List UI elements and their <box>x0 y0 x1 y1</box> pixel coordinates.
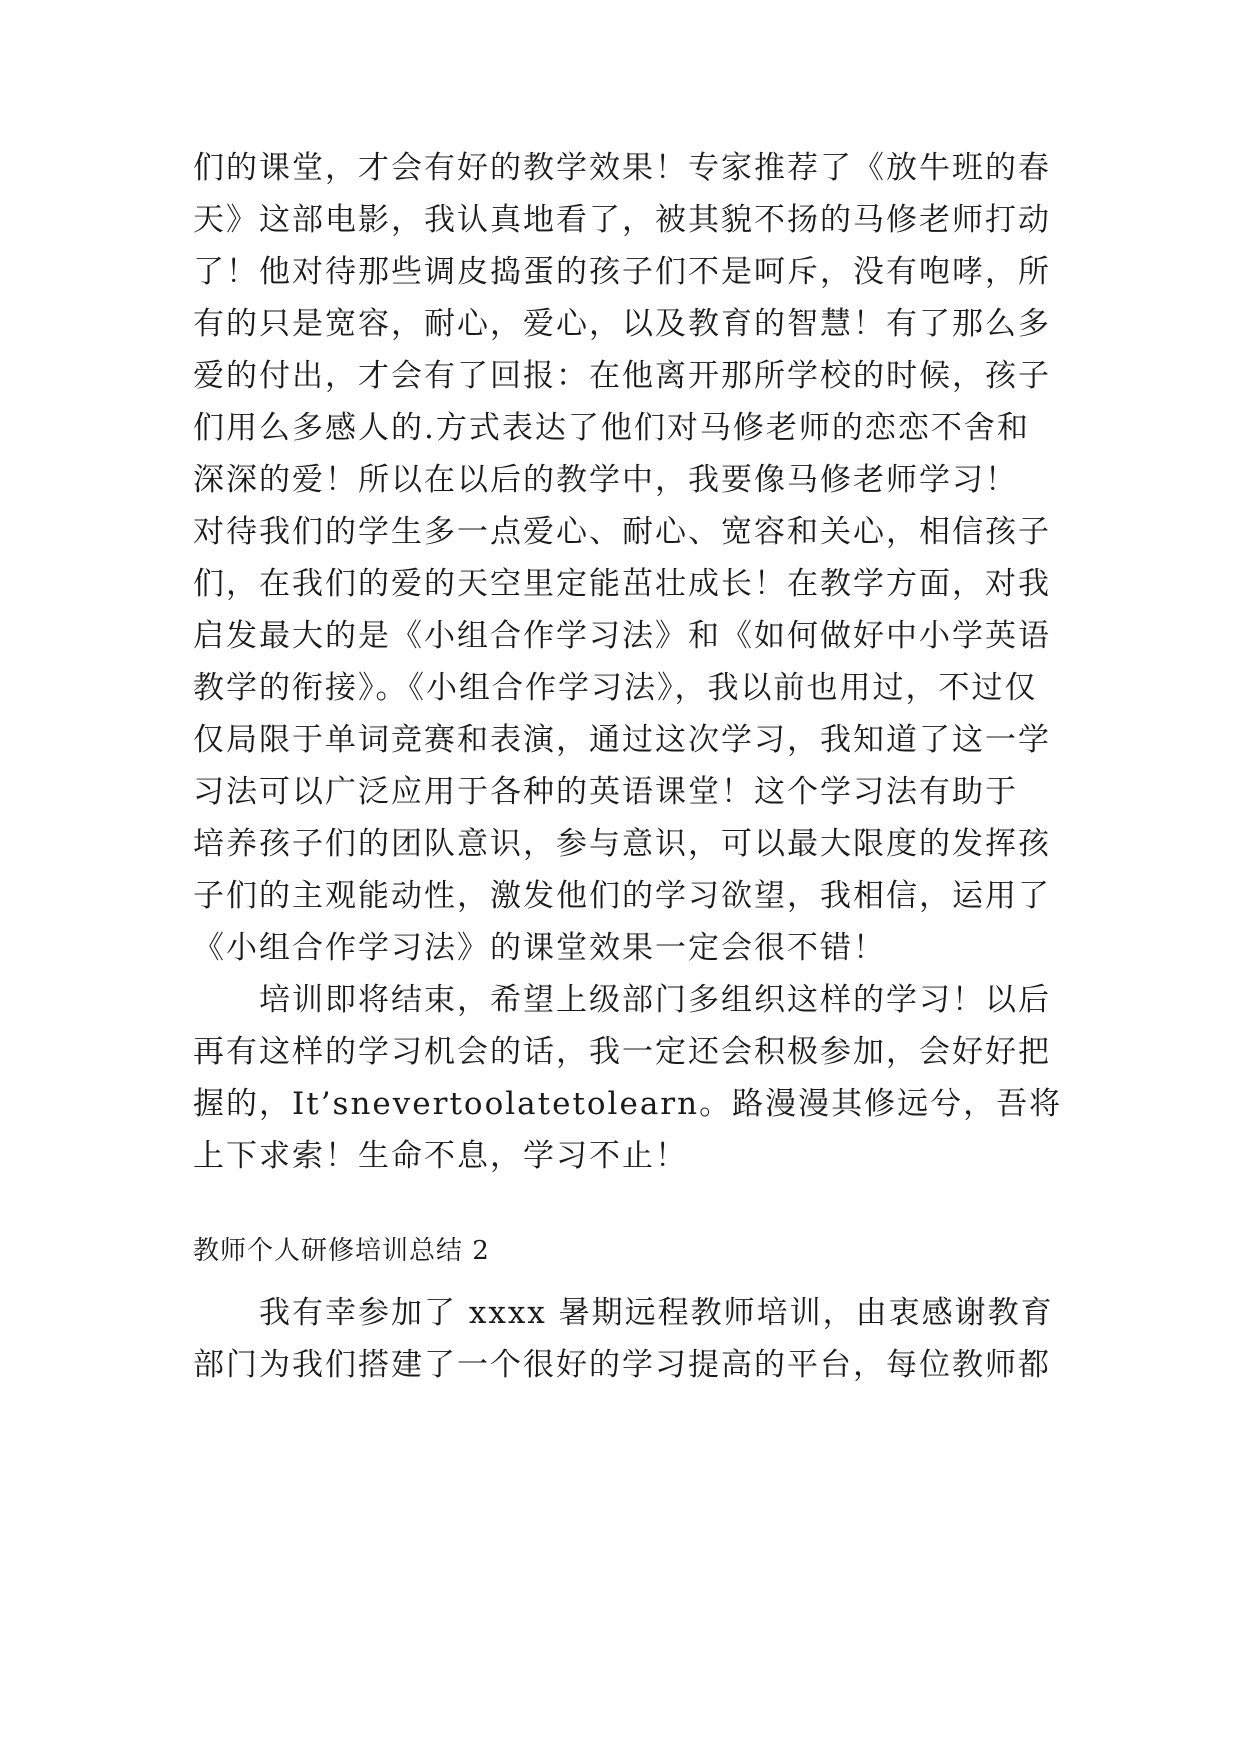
text-line: 培训即将结束，希望上级部门多组织这样的学习！以后 <box>193 982 1051 1018</box>
text-line: 爱的付出，才会有了回报：在他离开那所学校的时候，孩子 <box>193 358 1051 394</box>
text-line: 子们的主观能动性，激发他们的学习欲望，我相信，运用了 <box>193 878 1051 914</box>
text-line: 们用么多感人的.方式表达了他们对马修老师的恋恋不舍和 <box>193 410 1030 446</box>
text-line: 仅局限于单词竞赛和表演，通过这次学习，我知道了这一学 <box>193 722 1051 758</box>
text-line: 我有幸参加了 xxxx 暑期远程教师培训，由衷感谢教育 <box>193 1295 1054 1331</box>
text-line: 天》这部电影，我认真地看了，被其貌不扬的马修老师打动 <box>193 202 1051 238</box>
text-line: 深深的爱！所以在以后的教学中，我要像马修老师学习！ <box>193 462 1018 498</box>
text-line: 们的课堂，才会有好的教学效果！专家推荐了《放牛班的春 <box>193 150 1051 186</box>
text-line: 握的，It’snevertoolatetolearn。路漫漫其修远兮，吾将 <box>193 1086 1063 1122</box>
text-line: 了！他对待那些调皮捣蛋的孩子们不是呵斥，没有咆哮，所 <box>193 254 1051 290</box>
text-line: 再有这样的学习机会的话，我一定还会积极参加，会好好把 <box>193 1034 1051 1070</box>
text-line: 上下求索！生命不息，学习不止！ <box>193 1138 688 1174</box>
section-title: 教师个人研修培训总结 2 <box>193 1236 490 1266</box>
text-line: 有的只是宽容，耐心，爱心，以及教育的智慧！有了那么多 <box>193 306 1051 342</box>
text-line: 部门为我们搭建了一个很好的学习提高的平台，每位教师都 <box>193 1347 1051 1383</box>
text-line: 习法可以广泛应用于各种的英语课堂！这个学习法有助于 <box>193 774 1018 810</box>
text-line: 们，在我们的爱的天空里定能茁壮成长！在教学方面，对我 <box>193 566 1051 602</box>
text-line: 《小组合作学习法》的课堂效果一定会很不错！ <box>193 930 886 966</box>
text-line: 启发最大的是《小组合作学习法》和《如何做好中小学英语 <box>193 618 1051 654</box>
text-line: 培养孩子们的团队意识，参与意识，可以最大限度的发挥孩 <box>193 826 1051 862</box>
text-line: 对待我们的学生多一点爱心、耐心、宽容和关心，相信孩子 <box>193 514 1051 550</box>
text-line: 教学的衔接》。《小组合作学习法》，我以前也用过，不过仅 <box>193 670 1038 706</box>
